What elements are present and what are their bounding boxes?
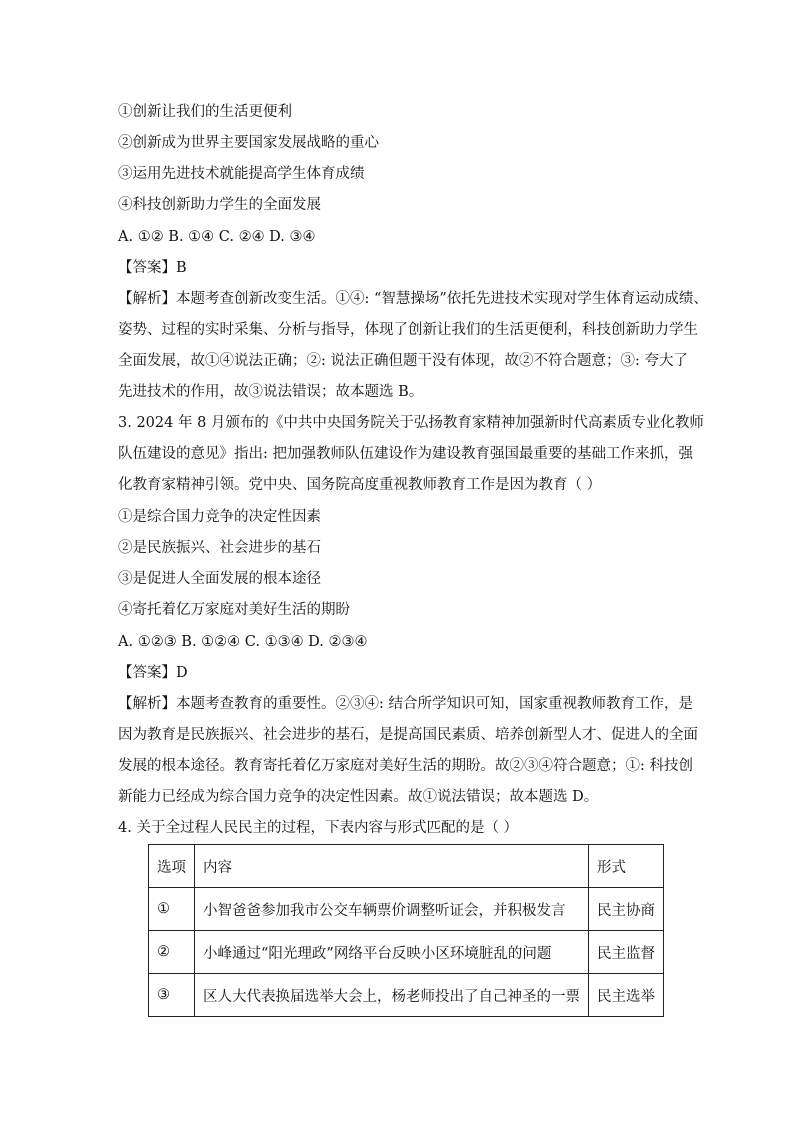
table-cell: 民主协商 <box>589 888 664 931</box>
table-row <box>149 931 664 974</box>
table-header-cell: 内容 <box>195 845 589 888</box>
q3-analysis-line-2: 因为教育是民族振兴、社会进步的基石，是提高国民素质、培养创新型人才、促进人的全面 <box>118 727 698 743</box>
table-cell: 民主选举 <box>589 974 664 1017</box>
q3-option-4: ④寄托着亿万家庭对美好生活的期盼 <box>118 602 350 618</box>
q2-analysis-line-1: 【解析】本题考查创新改变生活。①④: “智慧操场”依托先进技术实现对学生体育运动成绩、 <box>118 291 708 307</box>
q2-option-2: ②创新成为世界主要国家发展战略的重心 <box>118 135 379 151</box>
q2-choices: A. ①② B. ①④ C. ②④ D. ③④ <box>118 229 316 245</box>
q2-option-4: ④科技创新助力学生的全面发展 <box>118 197 321 213</box>
q2-option-1: ①创新让我们的生活更便利 <box>118 104 292 120</box>
table-header-cell: 形式 <box>589 845 664 888</box>
q4-stem: 4. 关于全过程人民民主的过程，下表内容与形式匹配的是（ ） <box>118 820 519 836</box>
table-cell: 民主监督 <box>589 931 664 974</box>
q2-analysis-line-3: 全面发展，故①④说法正确；②: 说法正确但题干没有体现，故②不符合题意；③: 夸大了 <box>118 353 688 369</box>
q4-table <box>148 844 664 1017</box>
q3-option-2: ②是民族振兴、社会进步的基石 <box>118 540 321 556</box>
q3-answer: 【答案】D <box>118 665 188 681</box>
q2-analysis-line-2: 姿势、过程的实时采集、分析与指导，体现了创新让我们的生活更便利，科技创新助力学生 <box>118 322 698 338</box>
q3-analysis-line-1: 【解析】本题考查教育的重要性。②③④: 结合所学知识可知，国家重视教师教育工作，是 <box>118 696 693 712</box>
table-header-cell: 选项 <box>149 845 195 888</box>
q3-option-1: ①是综合国力竞争的决定性因素 <box>118 509 321 525</box>
table-cell: ③ <box>149 974 195 1017</box>
q2-answer: 【答案】B <box>118 260 187 276</box>
q2-option-3: ③运用先进技术就能提高学生体育成绩 <box>118 166 365 182</box>
table-cell: 小智爸爸参加我市公交车辆票价调整听证会，并积极发言 <box>195 888 589 931</box>
q3-choices: A. ①②③ B. ①②④ C. ①③④ D. ②③④ <box>118 634 368 650</box>
table-cell: ① <box>149 888 195 931</box>
q3-analysis-line-3: 发展的根本途径。教育寄托着亿万家庭对美好生活的期盼。故②③④符合题意；①: 科技创 <box>118 758 693 774</box>
table-cell: ② <box>149 931 195 974</box>
table-cell: 区人大代表换届选举大会上，杨老师投出了自己神圣的一票 <box>195 974 589 1017</box>
table-header-row <box>149 845 664 888</box>
table-cell: 小峰通过“阳光理政”网络平台反映小区环境脏乱的问题 <box>195 931 589 974</box>
q3-analysis-line-4: 新能力已经成为综合国力竞争的决定性因素。故①说法错误；故本题选 D。 <box>118 789 599 805</box>
q2-analysis-line-4: 先进技术的作用，故③说法错误；故本题选 B。 <box>118 384 424 400</box>
q3-stem-line-1: 3. 2024 年 8 月颁布的《中共中央国务院关于弘扬教育家精神加强新时代高素质专业化教师 <box>118 415 704 431</box>
q3-option-3: ③是促进人全面发展的根本途径 <box>118 571 321 587</box>
q3-stem-line-2: 队伍建设的意见》指出: 把加强教师队伍建设作为建设教育强国最重要的基础工作来抓，强 <box>118 446 693 462</box>
q3-stem-line-3: 化教育家精神引领。党中央、国务院高度重视教师教育工作是因为教育（ ） <box>118 477 602 493</box>
table-row <box>149 888 664 931</box>
table-row <box>149 974 664 1017</box>
